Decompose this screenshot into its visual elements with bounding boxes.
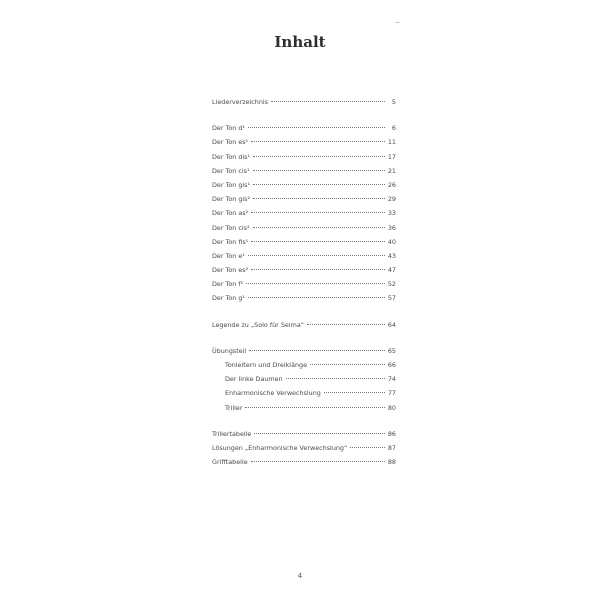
toc-entry-label: Der linke Daumen (225, 375, 283, 384)
toc-entry-label: Legende zu „Solo für Selma“ (212, 320, 305, 329)
toc-entry-label: Der Ton gis¹ (212, 180, 251, 189)
toc-entry (212, 95, 396, 109)
toc-section (212, 318, 396, 332)
dot-leader (245, 407, 384, 408)
toc-entry (212, 427, 396, 441)
toc-entry-label: Lösungen „Enharmonische Verwechslung“ (212, 443, 348, 452)
toc-entry (212, 178, 396, 192)
toc-entry-label: Der Ton cis² (212, 223, 250, 232)
toc-section (212, 344, 396, 415)
toc-entry (212, 358, 396, 372)
page-number: 4 (297, 572, 303, 580)
toc-entry-page: 5 (391, 98, 396, 106)
toc-entry-page: 88 (387, 458, 396, 467)
dot-leader (248, 255, 385, 256)
dot-leader (310, 364, 385, 365)
toc-entry-page: 17 (387, 152, 396, 161)
table-of-contents (212, 95, 396, 481)
toc-entry-label: Der Ton f¹ (212, 280, 244, 289)
dot-leader (251, 141, 385, 142)
toc-entry (212, 164, 396, 178)
dot-leader (286, 378, 385, 379)
toc-entry (212, 150, 396, 164)
dot-leader (350, 447, 385, 448)
dot-leader (324, 392, 385, 393)
toc-section (212, 427, 396, 470)
dot-leader (246, 283, 385, 284)
toc-entry (212, 135, 396, 149)
dot-leader (251, 212, 385, 213)
corner-mark (396, 22, 399, 23)
dot-leader (251, 241, 385, 242)
toc-entry-page: 52 (387, 280, 396, 289)
toc-entry-label: Der Ton gis² (212, 195, 251, 204)
toc-entry (212, 401, 396, 415)
toc-entry (212, 221, 396, 235)
toc-entry-page: 74 (387, 375, 396, 384)
toc-entry (212, 291, 396, 305)
toc-entry-page: 57 (387, 294, 396, 303)
dot-leader (251, 461, 385, 462)
toc-entry-page: 65 (387, 346, 396, 355)
toc-entry (212, 277, 396, 291)
toc-entry-page: 47 (387, 266, 396, 275)
dot-leader (254, 433, 384, 434)
toc-entry-page: 64 (387, 320, 396, 329)
toc-entry-label: Der Ton d¹ (212, 124, 245, 133)
page-title: Inhalt (274, 33, 326, 51)
toc-entry-page: 80 (387, 403, 396, 412)
toc-entry-label: Übungsteil (212, 346, 247, 355)
toc-entry-label: Tonleitern und Dreiklänge (225, 361, 308, 369)
toc-entry-label: Der Ton cis¹ (212, 166, 250, 175)
toc-section (212, 95, 396, 109)
toc-entry (212, 192, 396, 206)
toc-entry (212, 318, 396, 332)
toc-entry (212, 121, 396, 135)
toc-entry-page: 77 (387, 389, 396, 398)
toc-entry-page: 36 (387, 223, 396, 232)
toc-entry-page: 11 (387, 138, 396, 147)
toc-entry-page: 86 (387, 429, 396, 438)
dot-leader (271, 101, 385, 102)
toc-section (212, 121, 396, 305)
toc-entry (212, 206, 396, 220)
dot-leader (251, 269, 385, 270)
toc-entry-page: 43 (387, 251, 396, 260)
toc-entry-label: Der Ton fis¹ (212, 237, 249, 246)
toc-entry-page: 33 (387, 209, 396, 218)
dot-leader (253, 198, 385, 199)
toc-entry-page: 66 (387, 361, 396, 369)
toc-entry (212, 441, 396, 455)
dot-leader (249, 350, 385, 351)
toc-entry-label: Der Ton es¹ (212, 138, 249, 147)
toc-entry-page: 26 (387, 180, 396, 189)
toc-entry-label: Liederverzeichnis (212, 98, 269, 106)
toc-entry-page: 6 (391, 124, 396, 133)
toc-entry-label: Trillertabelle (212, 429, 252, 438)
toc-entry-page: 29 (387, 195, 396, 204)
dot-leader (253, 156, 385, 157)
toc-entry (212, 372, 396, 386)
toc-entry-label: Der Ton e¹ (212, 251, 245, 260)
toc-entry (212, 249, 396, 263)
toc-entry-page: 21 (387, 166, 396, 175)
toc-entry-page: 40 (387, 237, 396, 246)
toc-entry-label: Der Ton dis¹ (212, 152, 251, 161)
toc-entry (212, 455, 396, 469)
toc-entry (212, 386, 396, 400)
toc-entry-label: Der Ton es² (212, 266, 249, 275)
toc-entry-label: Triller (225, 403, 243, 412)
dot-leader (248, 127, 385, 128)
dot-leader (253, 227, 385, 228)
dot-leader (307, 324, 385, 325)
toc-entry-label: Grifftabelle (212, 458, 248, 467)
toc-entry (212, 235, 396, 249)
toc-entry-label: Der Ton g¹ (212, 294, 245, 303)
toc-entry (212, 344, 396, 358)
toc-entry-page: 87 (387, 443, 396, 452)
dot-leader (253, 170, 385, 171)
toc-entry-label: Der Ton as² (212, 209, 249, 218)
toc-entry (212, 263, 396, 277)
dot-leader (253, 184, 385, 185)
dot-leader (248, 297, 385, 298)
toc-entry-label: Enharmonische Verwechslung (225, 389, 321, 398)
